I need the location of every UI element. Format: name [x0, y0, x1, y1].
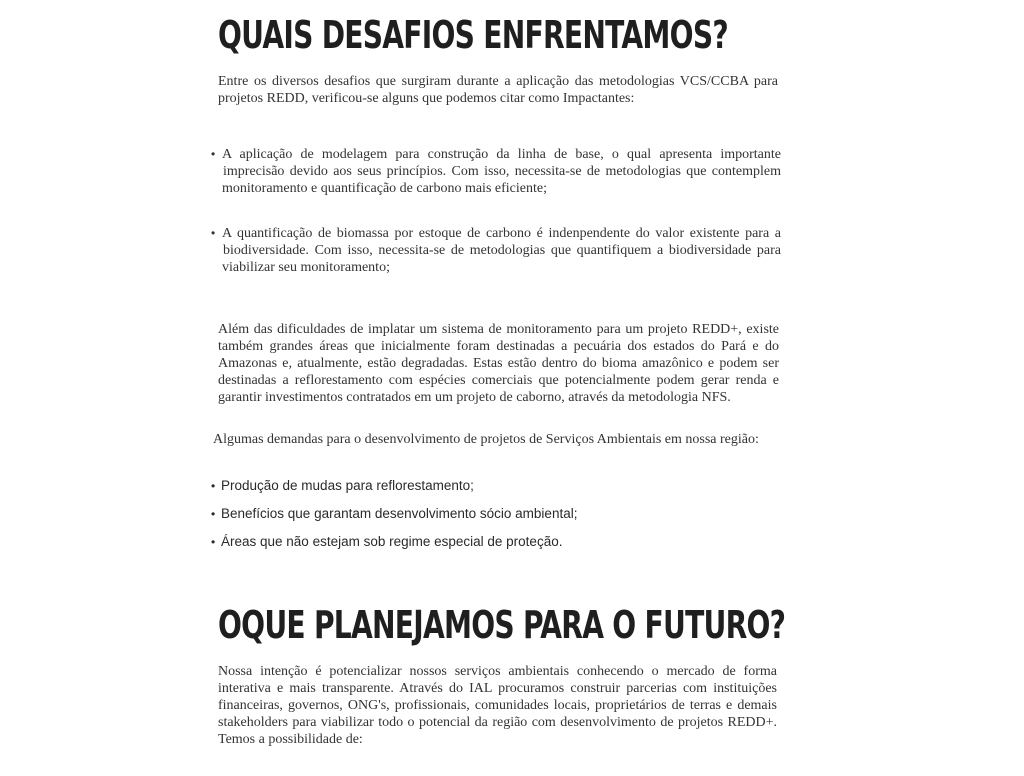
bullet-marker: • — [211, 479, 216, 493]
challenge-bullet-2 — [211, 225, 781, 276]
section-title-future: OQUE PLANEJAMOS PARA O FUTURO? — [218, 603, 786, 647]
demand-item — [211, 505, 577, 523]
bullet-line: viabilizar seu monitoramento; — [222, 260, 390, 275]
section-title-challenges: QUAIS DESAFIOS ENFRENTAMOS? — [218, 13, 728, 57]
bullet-line: A quantificação de biomassa por estoque de carbono é indenpendente do valor existente para a — [222, 226, 781, 241]
demand-item-label: Produção de mudas para reflorestamento; — [221, 478, 474, 493]
future-paragraph: Nossa intenção é potencializar nossos serviços ambientais conhecendo o mercado de forma interativa e mais transparente. Através do IAL procuramos construir parcerias com instituições financeiras, governos, ONG's, profissionais, comunidades locais, proprietários de terras e demais stakeholders para viabilizar todo o potencial da região com desenvolvimento de projetos REDD+. Temos a possibilidade de: — [218, 664, 777, 747]
bullet-marker: • — [211, 226, 216, 240]
demand-item — [211, 477, 474, 495]
bullet-line: monitoramento e quantificação de carbono mais eficiente; — [222, 181, 547, 196]
demands-intro: Algumas demandas para o desenvolvimento de projetos de Serviços Ambientais em nossa região: — [213, 432, 759, 447]
bullet-marker: • — [211, 535, 216, 549]
bullet-marker: • — [211, 507, 216, 521]
demand-item-label: Áreas que não estejam sob regime especial de proteção. — [221, 534, 563, 549]
bullet-line: biodiversidade. Com isso, necessita-se de metodologias que quantifiquem a biodiversidade para — [223, 243, 781, 258]
demand-item — [211, 533, 562, 551]
bullet-line: A aplicação de modelagem para construção da linha de base, o qual apresenta importante — [222, 147, 781, 162]
demand-item-label: Benefícios que garantam desenvolvimento sócio ambiental; — [221, 506, 578, 521]
bullet-marker: • — [211, 147, 216, 161]
intro-paragraph: Entre os diversos desafios que surgiram durante a aplicação das metodologias VCS/CCBA para projetos REDD, verificou-se alguns que podemos citar como Impactantes: — [218, 74, 778, 106]
challenge-bullet-1 — [211, 146, 781, 197]
bullet-line: imprecisão devido aos seus princípios. Com isso, necessita-se de metodologias que contemplem — [223, 164, 781, 179]
degraded-areas-paragraph: Além das dificuldades de implatar um sistema de monitoramento para um projeto REDD+, existe também grandes áreas que inicialmente foram destinadas a pecuária dos estados do Pará e do Amazonas e, atualmente, estão degradadas. Estas estão dentro do bioma amazônico e podem ser destinadas a reflorestamento com espécies comerciais que potencialmente podem gerar renda e garantir investimentos contratados em um projeto de caborno, através da metodologia NFS. — [218, 322, 779, 405]
